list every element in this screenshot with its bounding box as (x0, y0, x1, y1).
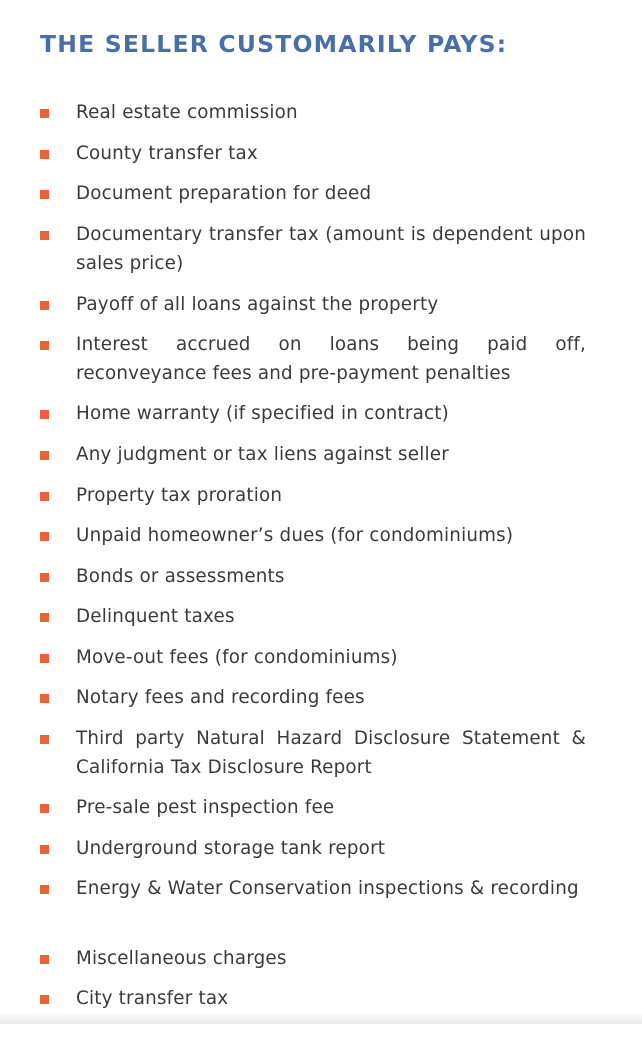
list-item-text: City transfer tax (76, 988, 229, 1009)
list-item (40, 880, 586, 940)
list-item (40, 336, 586, 396)
list-item-text: Third party Natural Hazard Disclosure Statement & California Tax Disclosure Report (76, 728, 586, 778)
list-item-text: Delinquent taxes (76, 606, 235, 627)
list-item-text: Documentary transfer tax (amount is dependent upon sales price) (76, 224, 586, 274)
square-bullet-icon (40, 885, 49, 894)
square-bullet-icon (40, 301, 49, 310)
square-bullet-icon (40, 995, 49, 1004)
square-bullet-icon (40, 109, 49, 118)
list-item-text: Move-out fees (for condominiums) (76, 647, 398, 668)
square-bullet-icon (40, 735, 49, 744)
list-item-text: Home warranty (if specified in contract) (76, 403, 449, 424)
list-item-text: Property tax proration (76, 485, 283, 506)
square-bullet-icon (40, 532, 49, 541)
square-bullet-icon (40, 654, 49, 663)
list-item-text: Energy & Water Conservation inspections & recording (76, 878, 579, 899)
list-item-text: Notary fees and recording fees (76, 687, 365, 708)
list-item-text: Interest accrued on loans being paid off, reconveyance fees and pre-payment penalties (76, 334, 586, 384)
list-item-text: Pre-sale pest inspection fee (76, 797, 335, 818)
square-bullet-icon (40, 190, 49, 199)
square-bullet-icon (40, 694, 49, 703)
list-item (40, 226, 586, 286)
list-item-text: Any judgment or tax liens against seller (76, 444, 449, 465)
list-item-text: Real estate commission (76, 102, 298, 123)
square-bullet-icon (40, 410, 49, 419)
bottom-fade (0, 1012, 642, 1024)
square-bullet-icon (40, 341, 49, 350)
square-bullet-icon (40, 845, 49, 854)
square-bullet-icon (40, 492, 49, 501)
square-bullet-icon (40, 955, 49, 964)
list-item-text: Miscellaneous charges (76, 948, 287, 969)
square-bullet-icon (40, 150, 49, 159)
list-item-text: Unpaid homeowner’s dues (for condominiums) (76, 525, 514, 546)
page-title: THE SELLER CUSTOMARILY PAYS: (40, 30, 508, 58)
list-item-text: Underground storage tank report (76, 838, 386, 859)
list-item-text: Document preparation for deed (76, 183, 372, 204)
list-item-text: County transfer tax (76, 143, 258, 164)
square-bullet-icon (40, 573, 49, 582)
list-item-text: Bonds or assessments (76, 566, 285, 587)
list-item (40, 730, 586, 790)
square-bullet-icon (40, 613, 49, 622)
square-bullet-icon (40, 231, 49, 240)
square-bullet-icon (40, 451, 49, 460)
square-bullet-icon (40, 804, 49, 813)
list-item-text: Payoff of all loans against the property (76, 294, 439, 315)
